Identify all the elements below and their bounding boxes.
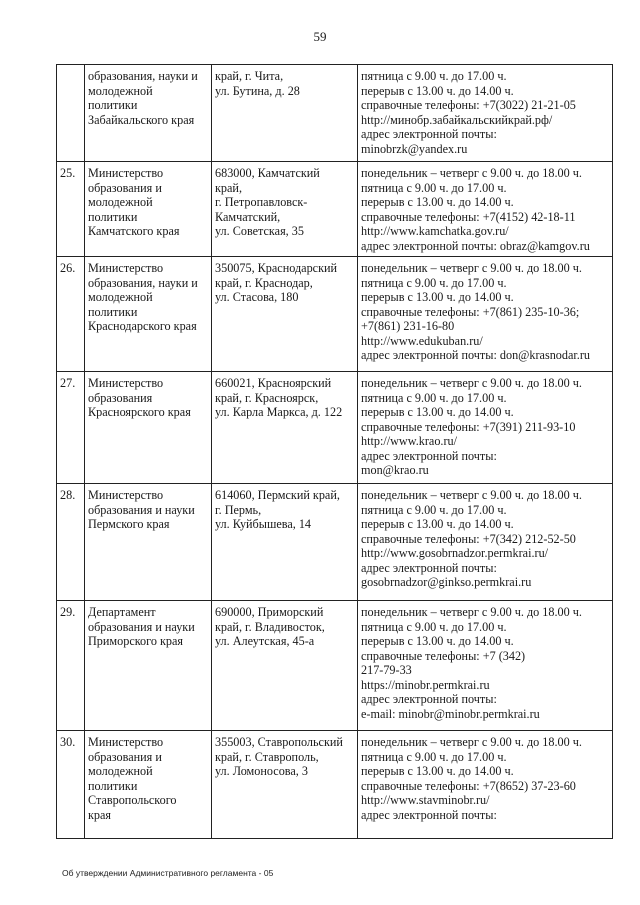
address-cell	[212, 372, 358, 484]
schedule-contacts-line: e-mail: minobr@minobr.permkrai.ru	[361, 706, 540, 721]
schedule-contacts-cell	[358, 601, 613, 731]
schedule-contacts-line: пятница с 9.00 ч. до 17.00 ч.	[361, 390, 507, 405]
organization-name-line: Министерство	[88, 376, 164, 390]
schedule-contacts-line: справочные телефоны: +7(8652) 37-23-60	[361, 778, 576, 793]
table-row	[57, 484, 613, 601]
organization-name-line: Министерство	[88, 735, 164, 749]
schedule-contacts-line: пятница с 9.00 ч. до 17.00 ч.	[361, 502, 507, 517]
organization-name-line: политики	[88, 209, 138, 224]
schedule-contacts-line: адрес электронной почты:	[361, 127, 497, 141]
organization-name-line: молодежной	[88, 764, 153, 778]
schedule-contacts-line: http://www.edukuban.ru/	[361, 333, 483, 348]
schedule-contacts-line: перерыв с 13.00 ч. до 14.00 ч.	[361, 634, 514, 648]
schedule-contacts-cell	[358, 372, 613, 484]
address-line: ул. Бутина, д. 28	[215, 83, 300, 98]
row-number: 27.	[57, 372, 85, 484]
address-cell	[212, 162, 358, 257]
schedule-contacts-line: перерыв с 13.00 ч. до 14.00 ч.	[361, 517, 514, 531]
address-line: 355003, Ставропольский	[215, 735, 343, 749]
schedule-contacts-line: gosobrnadzor@ginkso.permkrai.ru	[361, 575, 532, 589]
row-number: 25.	[57, 162, 85, 257]
organization-name-line: образования, науки и	[88, 275, 198, 290]
organization-name-line: образования и	[88, 749, 162, 764]
table-row	[57, 65, 613, 162]
table-row	[57, 257, 613, 372]
schedule-contacts-line: справочные телефоны: +7(3022) 21-21-05	[361, 98, 576, 112]
schedule-contacts-line: адрес электронной почты: don@krasnodar.ru	[361, 348, 590, 362]
schedule-contacts-cell	[358, 731, 613, 839]
schedule-contacts-line: пятница с 9.00 ч. до 17.00 ч.	[361, 69, 507, 83]
schedule-contacts-line: адрес электронной почты:	[361, 692, 497, 706]
address-line: г. Пермь,	[215, 502, 262, 517]
organization-name-line: Департамент	[88, 605, 156, 619]
address-line: 350075, Краснодарский	[215, 261, 338, 275]
address-line: г. Петропавловск-	[215, 195, 308, 209]
organization-name-line: политики	[88, 98, 138, 112]
schedule-contacts-line: справочные телефоны: +7 (342)	[361, 648, 526, 663]
schedule-contacts-line: перерыв с 13.00 ч. до 14.00 ч.	[361, 195, 514, 209]
organization-name-line: политики	[88, 778, 138, 793]
address-line: ул. Ломоносова, 3	[215, 764, 308, 778]
schedule-contacts-line: http://www.kamchatka.gov.ru/	[361, 224, 509, 238]
schedule-contacts-line: mon@krao.ru	[361, 463, 429, 477]
organization-name-cell	[85, 731, 212, 839]
schedule-contacts-line: http://www.stavminobr.ru/	[361, 793, 490, 807]
organization-name-line: Камчатского края	[88, 224, 180, 238]
table-row	[57, 372, 613, 484]
schedule-contacts-line: понедельник – четверг с 9.00 ч. до 18.00 ч.	[361, 166, 582, 180]
schedule-contacts-line: http://www.krao.ru/	[361, 434, 458, 448]
row-number: 26.	[57, 257, 85, 372]
row-number: 30.	[57, 731, 85, 839]
schedule-contacts-line: понедельник – четверг с 9.00 ч. до 18.00 ч.	[361, 735, 582, 749]
schedule-contacts-line: справочные телефоны: +7(391) 211-93-10	[361, 419, 576, 434]
address-line: ул. Алеутская, 45-а	[215, 634, 315, 648]
table-row	[57, 601, 613, 731]
address-line: ул. Карла Маркса, д. 122	[215, 405, 343, 419]
schedule-contacts-line: пятница с 9.00 ч. до 17.00 ч.	[361, 749, 507, 764]
organization-name-cell	[85, 257, 212, 372]
page-number: 59	[313, 29, 327, 44]
row-number: 29.	[57, 601, 85, 731]
organization-name-line: Ставропольского	[88, 793, 177, 807]
address-line: ул. Советская, 35	[215, 224, 304, 238]
organization-name-line: Краснодарского края	[88, 319, 197, 333]
address-line: край, г. Красноярск,	[215, 390, 319, 405]
schedule-contacts-line: адрес электронной почты: obraz@kamgov.ru	[361, 238, 590, 253]
organization-name-line: политики	[88, 304, 138, 319]
address-line: край, г. Ставрополь,	[215, 749, 319, 764]
address-line: край,	[215, 180, 242, 195]
address-cell	[212, 731, 358, 839]
contacts-table	[56, 64, 613, 839]
schedule-contacts-line: справочные телефоны: +7(342) 212-52-50	[361, 531, 576, 546]
organization-name-line: образования и науки	[88, 502, 195, 517]
schedule-contacts-line: перерыв с 13.00 ч. до 14.00 ч.	[361, 290, 514, 304]
schedule-contacts-cell	[358, 162, 613, 257]
schedule-contacts-line: понедельник – четверг с 9.00 ч. до 18.00 ч.	[361, 488, 582, 502]
address-cell	[212, 601, 358, 731]
address-cell	[212, 65, 358, 162]
schedule-contacts-line: адрес электронной почты:	[361, 448, 497, 463]
organization-name-line: молодежной	[88, 195, 153, 209]
address-line: ул. Стасова, 180	[215, 290, 299, 304]
address-line: край, г. Краснодар,	[215, 275, 313, 290]
address-line: край, г. Чита,	[215, 69, 284, 83]
schedule-contacts-cell	[358, 257, 613, 372]
schedule-contacts-line: https://minobr.permkrai.ru	[361, 677, 490, 692]
schedule-contacts-line: перерыв с 13.00 ч. до 14.00 ч.	[361, 83, 514, 98]
address-line: ул. Куйбышева, 14	[215, 517, 312, 531]
organization-name-line: Приморского края	[88, 634, 183, 648]
organization-name-line: Забайкальского края	[88, 112, 195, 127]
schedule-contacts-line: справочные телефоны: +7(4152) 42-18-11	[361, 209, 576, 224]
schedule-contacts-line: понедельник – четверг с 9.00 ч. до 18.00 ч.	[361, 605, 582, 619]
organization-name-line: Министерство	[88, 261, 164, 275]
address-line: 683000, Камчатский	[215, 166, 320, 180]
schedule-contacts-line: пятница с 9.00 ч. до 17.00 ч.	[361, 180, 507, 195]
schedule-contacts-line: справочные телефоны: +7(861) 235-10-36;	[361, 304, 580, 319]
address-line: 660021, Красноярский	[215, 376, 332, 390]
schedule-contacts-line: http://минобр.забайкальскийкрай.рф/	[361, 112, 553, 127]
organization-name-line: образования	[88, 390, 153, 405]
address-cell	[212, 484, 358, 601]
address-cell	[212, 257, 358, 372]
schedule-contacts-line: 217-79-33	[361, 663, 412, 677]
schedule-contacts-line: minobrzk@yandex.ru	[361, 141, 468, 156]
organization-name-line: молодежной	[88, 290, 153, 304]
schedule-contacts-cell	[358, 484, 613, 601]
schedule-contacts-line: перерыв с 13.00 ч. до 14.00 ч.	[361, 764, 514, 778]
address-line: 690000, Приморский	[215, 605, 324, 619]
schedule-contacts-line: адрес электронной почты:	[361, 560, 497, 575]
organization-name-line: Красноярского края	[88, 405, 191, 419]
organization-name-line: Министерство	[88, 488, 164, 502]
organization-name-line: края	[88, 807, 112, 822]
footer-text: Об утверждении Административного регламента - 05	[62, 868, 274, 878]
table-row	[57, 731, 613, 839]
schedule-contacts-line: пятница с 9.00 ч. до 17.00 ч.	[361, 275, 507, 290]
table-body	[57, 65, 613, 839]
organization-name-line: образования и	[88, 180, 162, 195]
address-line: край, г. Владивосток,	[215, 619, 325, 634]
address-line: 614060, Пермский край,	[215, 488, 340, 502]
organization-name-cell	[85, 372, 212, 484]
table-row	[57, 162, 613, 257]
row-number: 28.	[57, 484, 85, 601]
schedule-contacts-cell	[358, 65, 613, 162]
organization-name-line: образования и науки	[88, 619, 195, 634]
schedule-contacts-line: перерыв с 13.00 ч. до 14.00 ч.	[361, 405, 514, 419]
organization-name-cell	[85, 65, 212, 162]
schedule-contacts-line: пятница с 9.00 ч. до 17.00 ч.	[361, 619, 507, 634]
schedule-contacts-line: +7(861) 231-16-80	[361, 319, 455, 333]
organization-name-line: образования, науки и	[88, 69, 198, 83]
organization-name-line: Министерство	[88, 166, 164, 180]
organization-name-cell	[85, 162, 212, 257]
row-number	[57, 65, 85, 162]
organization-name-cell	[85, 601, 212, 731]
organization-name-cell	[85, 484, 212, 601]
organization-name-line: Пермского края	[88, 517, 170, 531]
address-line: Камчатский,	[215, 209, 281, 224]
schedule-contacts-line: http://www.gosobrnadzor.permkrai.ru/	[361, 546, 549, 560]
schedule-contacts-line: понедельник – четверг с 9.00 ч. до 18.00 ч.	[361, 261, 582, 275]
organization-name-line: молодежной	[88, 83, 153, 98]
schedule-contacts-line: адрес электронной почты:	[361, 807, 497, 822]
schedule-contacts-line: понедельник – четверг с 9.00 ч. до 18.00 ч.	[361, 376, 582, 390]
